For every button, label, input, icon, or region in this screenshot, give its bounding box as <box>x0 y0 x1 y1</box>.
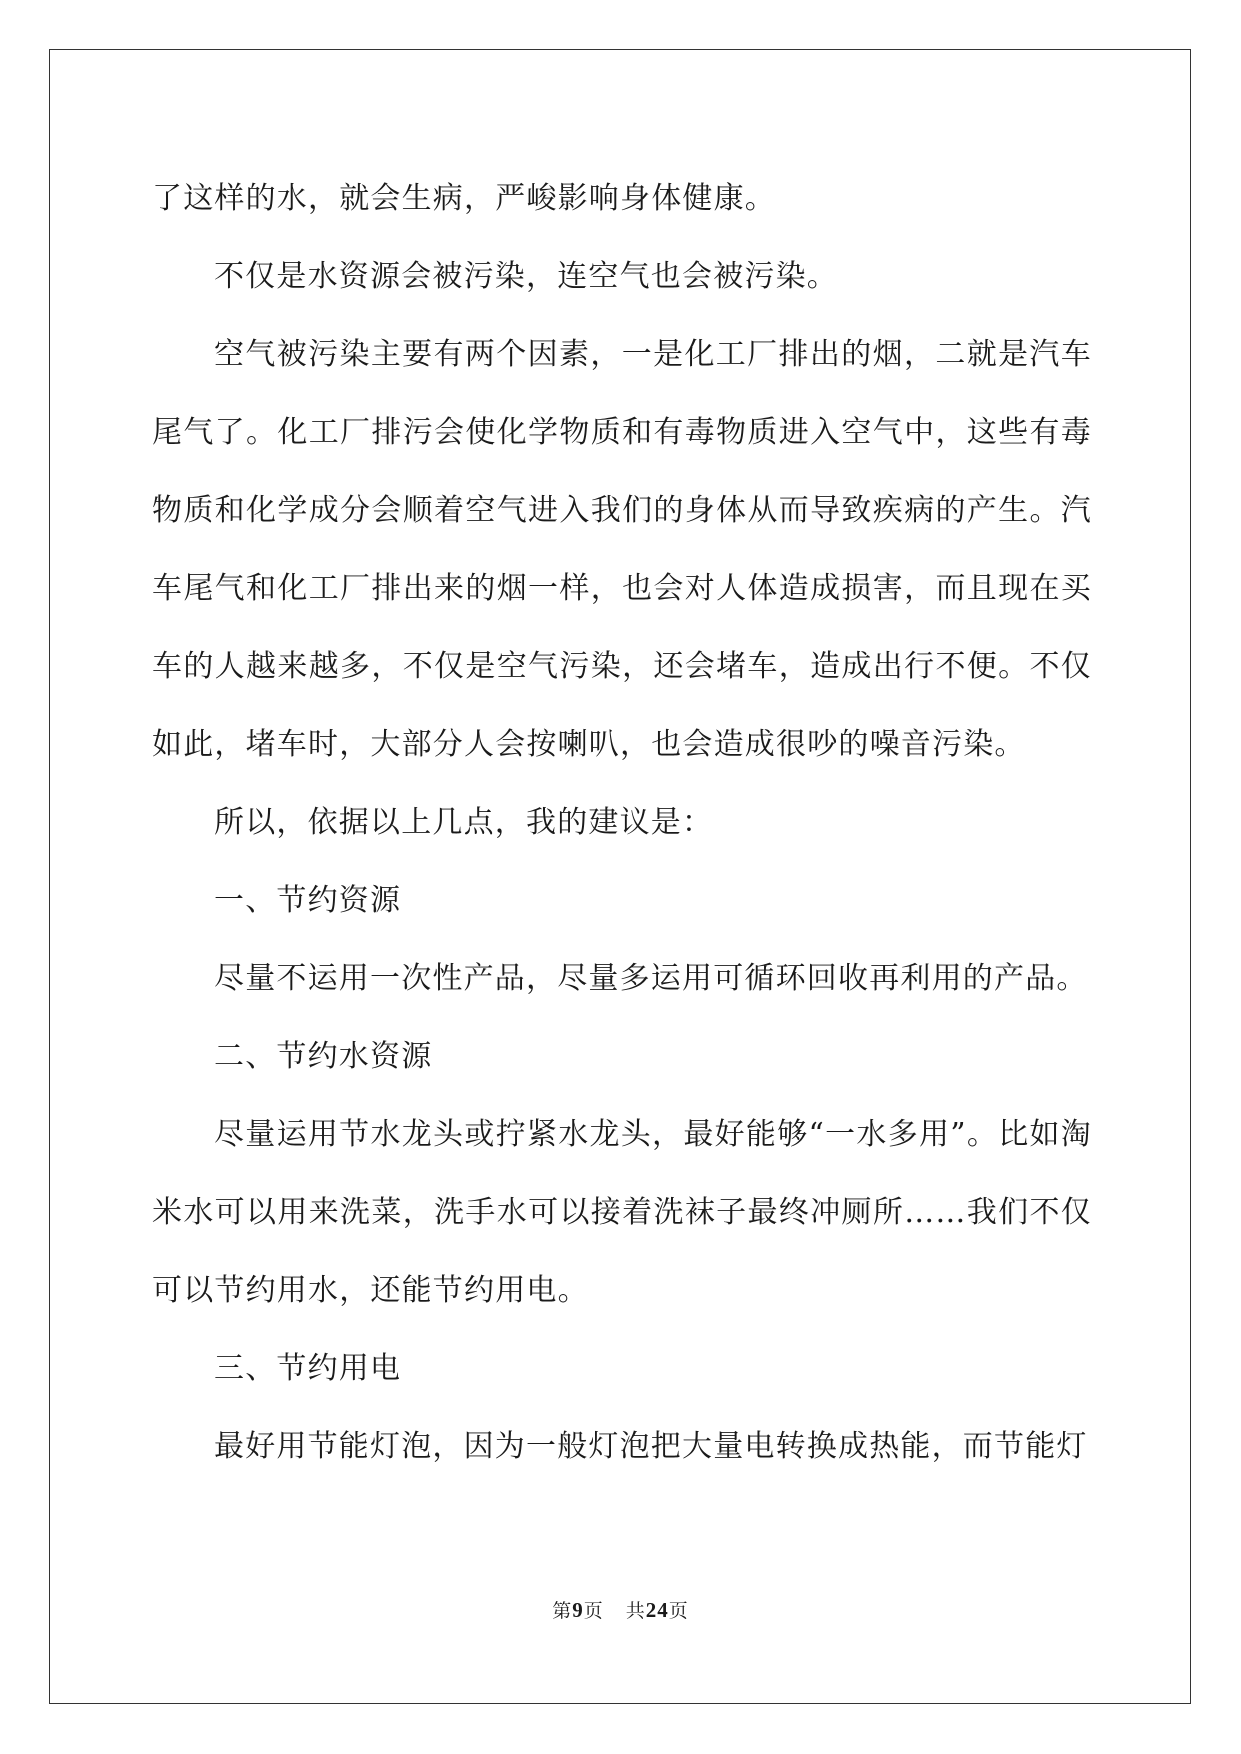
page-number-suffix: 页 <box>583 1600 604 1622</box>
page-number: 9 <box>572 1598 584 1622</box>
page-footer <box>0 1598 1241 1623</box>
paragraph: 了这样的水，就会生病，严峻影响身体健康。 <box>152 181 776 216</box>
paragraph: 所以，依据以上几点，我的建议是： <box>214 805 714 840</box>
paragraph: 尽量不运用一次性产品，尽量多运用可循环回收再利用的产品。 <box>214 961 1088 996</box>
page-number-prefix: 第 <box>552 1600 573 1622</box>
paragraph: 最好用节能灯泡，因为一般灯泡把大量电转换成热能，而节能灯 <box>214 1429 1088 1464</box>
total-pages: 24 <box>645 1598 669 1622</box>
paragraph: 不仅是水资源会被污染，连空气也会被污染。 <box>214 259 838 294</box>
total-pages-prefix: 共 <box>625 1600 646 1622</box>
section-heading: 一、节约资源 <box>214 883 402 918</box>
section-heading: 二、节约水资源 <box>214 1039 433 1074</box>
document-body <box>152 160 1092 1486</box>
total-pages-suffix: 页 <box>668 1600 689 1622</box>
paragraph: 尽量运用节水龙头或拧紧水龙头，最好能够“一水多用”。比如淘米水可以用来洗菜，洗手水可以接着洗袜子最终冲厕所……我们不仅可以节约用水，还能节约用电。 <box>152 1117 1092 1308</box>
section-heading: 三、节约用电 <box>214 1351 402 1386</box>
paragraph: 空气被污染主要有两个因素，一是化工厂排出的烟，二就是汽车尾气了。化工厂排污会使化学物质和有毒物质进入空气中，这些有毒物质和化学成分会顺着空气进入我们的身体从而导致疾病的产生。汽车尾气和化工厂排出来的烟一样，也会对人体造成损害，而且现在买车的人越来越多，不仅是空气污染，还会堵车，造成出行不便。不仅如此，堵车时，大部分人会按喇叭，也会造成很吵的噪音污染。 <box>152 337 1092 762</box>
